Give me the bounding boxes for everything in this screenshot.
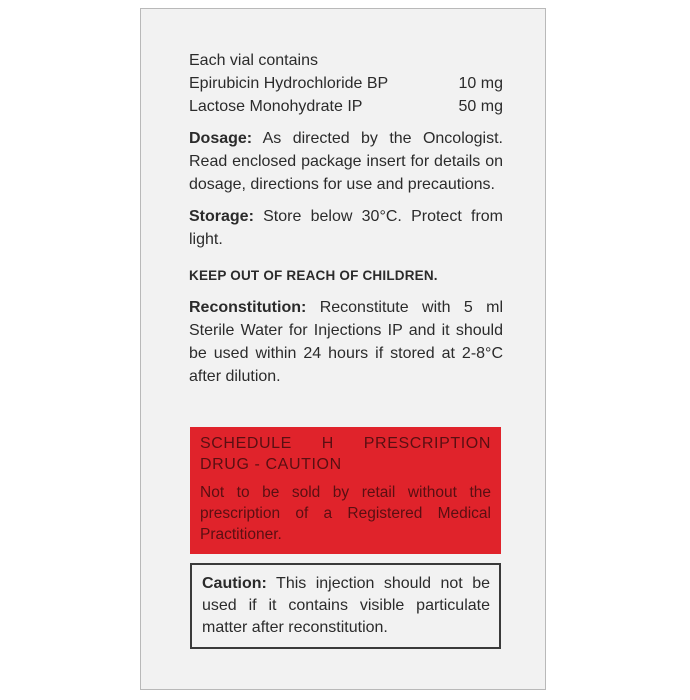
schedule-text: Not to be sold by retail without the prescription of a Registered Medical Practitioner. xyxy=(200,484,491,543)
dosage-section xyxy=(189,127,503,196)
storage-label: Storage: xyxy=(189,208,254,225)
storage-section xyxy=(189,205,503,251)
ingredient-quantity: 50 mg xyxy=(458,98,503,115)
composition-row xyxy=(189,72,503,95)
caution-text: This injection should not be used if it contains visible particulate matter after reconstitution. xyxy=(202,575,490,636)
dosage-label: Dosage: xyxy=(189,130,253,147)
schedule-title: SCHEDULE H PRESCRIPTION DRUG - CAUTION xyxy=(200,435,491,473)
storage-text: Store below 30°C. Protect from light. xyxy=(189,208,503,248)
ingredient-name: Epirubicin Hydrochloride BP xyxy=(189,75,389,92)
reconstitution-section xyxy=(189,296,503,388)
caution-box xyxy=(190,563,501,649)
keep-out-of-reach-warning: KEEP OUT OF REACH OF CHILDREN. xyxy=(189,268,438,283)
caution-label: Caution: xyxy=(202,575,267,592)
ingredient-name: Lactose Monohydrate IP xyxy=(189,98,363,115)
reconstitution-text: Reconstitute with 5 ml Sterile Water for Injections IP and it should be used within 24 hours if stored at 2-8°C after dilution. xyxy=(189,299,503,385)
label-content xyxy=(189,49,503,388)
ingredient-quantity: 10 mg xyxy=(458,75,503,92)
schedule-h-box xyxy=(190,427,501,554)
composition-row xyxy=(189,95,503,118)
composition-heading: Each vial contains xyxy=(189,52,318,69)
dosage-text: As directed by the Oncologist. Read enclosed package insert for details on dosage, directions for use and precautions. xyxy=(189,130,503,193)
reconstitution-label: Reconstitution: xyxy=(189,299,307,316)
